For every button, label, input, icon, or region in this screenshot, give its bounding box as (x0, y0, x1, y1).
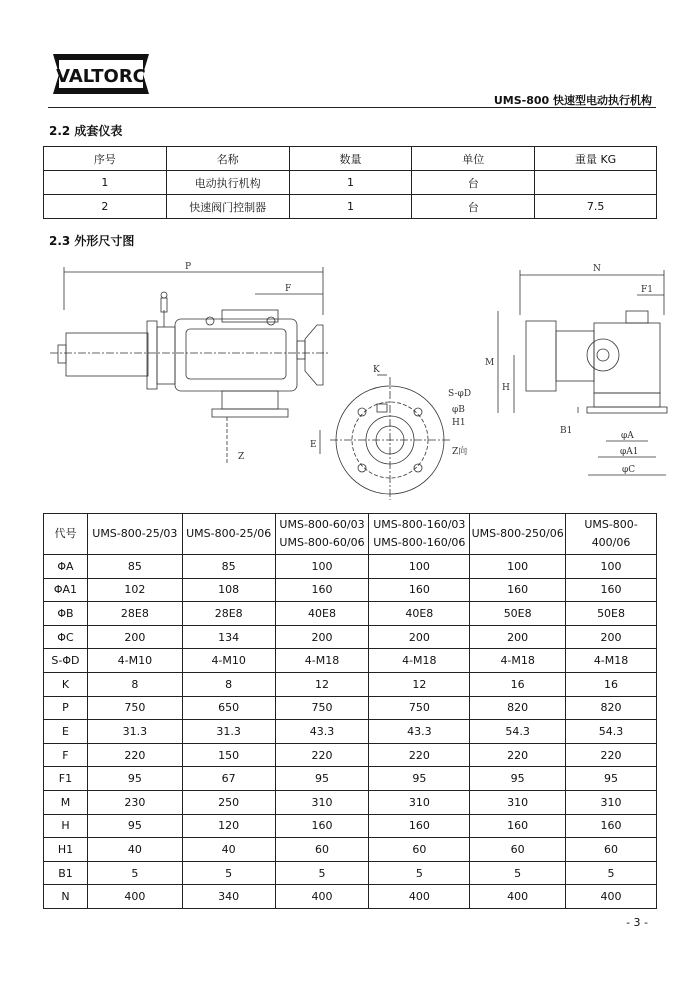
column-header: 代号 (44, 514, 88, 555)
table-cell: 200 (566, 625, 657, 649)
table-cell: 31.3 (87, 720, 182, 744)
table-row (44, 195, 657, 219)
table-cell: 120 (182, 814, 275, 838)
table-cell: 85 (87, 555, 182, 579)
dimension-table (43, 513, 657, 909)
table-cell: 820 (566, 696, 657, 720)
table-cell: 43.3 (275, 720, 369, 744)
table-row (44, 743, 657, 767)
table-cell: 400 (369, 885, 470, 909)
table-cell: 220 (87, 743, 182, 767)
table-cell: 200 (470, 625, 566, 649)
table-cell: 220 (470, 743, 566, 767)
dim-label-z-mid: Z向 (452, 447, 468, 457)
table-cell: 16 (470, 672, 566, 696)
table-row (44, 171, 657, 195)
row-code-cell: ΦC (44, 625, 88, 649)
table-cell: 28E8 (182, 602, 275, 626)
instrument-set-table (43, 146, 657, 219)
table-row (44, 790, 657, 814)
table-cell: 340 (182, 885, 275, 909)
column-header: UMS-800-400/06 (566, 514, 657, 555)
table-cell: 160 (566, 578, 657, 602)
row-code-cell: F (44, 743, 88, 767)
table-cell: 150 (182, 743, 275, 767)
table-cell: 160 (470, 814, 566, 838)
dim-label-h1-mid: H1 (452, 418, 466, 428)
row-code-cell: S-ΦD (44, 649, 88, 673)
table-cell: 820 (470, 696, 566, 720)
table-cell: 400 (275, 885, 369, 909)
table-cell: 310 (566, 790, 657, 814)
column-header: UMS-800-160/03 UMS-800-160/06 (369, 514, 470, 555)
table-cell: 650 (182, 696, 275, 720)
table-cell: 电动执行机构 (166, 171, 289, 195)
table-cell: 50E8 (470, 602, 566, 626)
dim-label-f1: F1 (641, 285, 653, 295)
table-cell: 4-M18 (275, 649, 369, 673)
dimension-drawing (40, 255, 670, 505)
table-cell: 28E8 (87, 602, 182, 626)
table-cell: 40 (87, 838, 182, 862)
row-code-cell: N (44, 885, 88, 909)
table-cell: 95 (87, 814, 182, 838)
table-cell: 220 (369, 743, 470, 767)
dim-label-k: K (373, 365, 380, 375)
table-cell: 200 (275, 625, 369, 649)
table-cell: 200 (369, 625, 470, 649)
table-cell: 40E8 (275, 602, 369, 626)
table-cell: 250 (182, 790, 275, 814)
logo-text: VALTORC (56, 66, 146, 87)
table-cell: 2 (44, 195, 167, 219)
table-cell: 快速阀门控制器 (166, 195, 289, 219)
valtorc-logo (51, 50, 151, 98)
table-row (44, 767, 657, 791)
row-code-cell: P (44, 696, 88, 720)
table-cell: 1 (44, 171, 167, 195)
row-code-cell: ΦA1 (44, 578, 88, 602)
table-cell: 1 (289, 195, 412, 219)
table-cell: 200 (87, 625, 182, 649)
table-cell: 60 (275, 838, 369, 862)
table-cell: 220 (275, 743, 369, 767)
table-cell: 4-M18 (369, 649, 470, 673)
table-cell: 4-M10 (182, 649, 275, 673)
table-cell: 12 (275, 672, 369, 696)
table-cell: 100 (470, 555, 566, 579)
table-row (44, 625, 657, 649)
column-header: 序号 (44, 147, 167, 171)
table-cell (535, 171, 657, 195)
table-cell: 750 (369, 696, 470, 720)
table-cell: 60 (470, 838, 566, 862)
row-code-cell: F1 (44, 767, 88, 791)
dim-label-n: N (593, 264, 601, 274)
end-view (485, 264, 667, 475)
table-cell: 310 (470, 790, 566, 814)
table-cell: 12 (369, 672, 470, 696)
table-cell: 60 (566, 838, 657, 862)
column-header: 重量 KG (535, 147, 657, 171)
table-cell: 102 (87, 578, 182, 602)
column-header: 数量 (289, 147, 412, 171)
table-cell: 54.3 (470, 720, 566, 744)
dim-label-m: M (485, 358, 495, 368)
table-cell: 16 (566, 672, 657, 696)
table-cell: 160 (470, 578, 566, 602)
table-cell: 43.3 (369, 720, 470, 744)
column-header: UMS-800-25/06 (182, 514, 275, 555)
table-cell: 100 (369, 555, 470, 579)
table-cell: 1 (289, 171, 412, 195)
table-cell: 40E8 (369, 602, 470, 626)
table-cell: 7.5 (535, 195, 657, 219)
table-cell: 400 (87, 885, 182, 909)
section-22-title: 2.2 成套仪表 (49, 124, 123, 138)
dim-label-h: H (502, 383, 510, 393)
table-cell: 5 (470, 861, 566, 885)
table-cell: 400 (566, 885, 657, 909)
dim-label-s-d: S-φD (448, 389, 472, 399)
table-cell: 5 (87, 861, 182, 885)
dim-label-b1: B1 (560, 426, 573, 436)
table-cell: 4-M18 (470, 649, 566, 673)
table-cell: 750 (275, 696, 369, 720)
table-cell: 108 (182, 578, 275, 602)
table-cell: 5 (182, 861, 275, 885)
table-cell: 310 (275, 790, 369, 814)
table-cell: 160 (369, 578, 470, 602)
row-code-cell: M (44, 790, 88, 814)
column-header: 名称 (166, 147, 289, 171)
table-cell: 230 (87, 790, 182, 814)
table-row (44, 720, 657, 744)
table-cell: 台 (412, 195, 535, 219)
table-cell: 750 (87, 696, 182, 720)
dim-label-b: φB (452, 405, 465, 415)
column-header: 单位 (412, 147, 535, 171)
dim-label-f: F (285, 284, 292, 294)
table-header-row (44, 147, 657, 171)
table-cell: 5 (275, 861, 369, 885)
table-row (44, 649, 657, 673)
table-cell: 台 (412, 171, 535, 195)
table-cell: 95 (369, 767, 470, 791)
table-cell: 4-M18 (566, 649, 657, 673)
table-cell: 400 (470, 885, 566, 909)
table-cell: 95 (470, 767, 566, 791)
table-cell: 95 (87, 767, 182, 791)
doc-title: UMS-800 快速型电动执行机构 (493, 94, 652, 107)
table-cell: 310 (369, 790, 470, 814)
table-cell: 160 (566, 814, 657, 838)
table-row (44, 578, 657, 602)
table-cell: 50E8 (566, 602, 657, 626)
table-cell: 40 (182, 838, 275, 862)
dimension-table-body (44, 555, 657, 909)
row-code-cell: ΦB (44, 602, 88, 626)
row-code-cell: K (44, 672, 88, 696)
table-cell: 31.3 (182, 720, 275, 744)
table-row (44, 696, 657, 720)
table-cell: 5 (566, 861, 657, 885)
table-cell: 95 (275, 767, 369, 791)
dim-label-c: φC (622, 465, 636, 475)
table-cell: 160 (275, 578, 369, 602)
header-rule (48, 107, 656, 108)
row-code-cell: H1 (44, 838, 88, 862)
side-view (50, 262, 330, 465)
table-cell: 100 (275, 555, 369, 579)
table-row (44, 885, 657, 909)
table-cell: 220 (566, 743, 657, 767)
dim-label-e: E (310, 440, 317, 450)
dim-label-a: φA (621, 431, 634, 441)
table-cell: 60 (369, 838, 470, 862)
row-code-cell: ΦA (44, 555, 88, 579)
table-row (44, 555, 657, 579)
table-cell: 5 (369, 861, 470, 885)
table-cell: 95 (566, 767, 657, 791)
dim-label-a1: φA1 (620, 447, 639, 457)
row-code-cell: B1 (44, 861, 88, 885)
column-header: UMS-800-250/06 (470, 514, 566, 555)
table-cell: 100 (566, 555, 657, 579)
table-cell: 160 (275, 814, 369, 838)
table-cell: 67 (182, 767, 275, 791)
table-row (44, 861, 657, 885)
column-header: UMS-800-60/03 UMS-800-60/06 (275, 514, 369, 555)
table-cell: 4-M10 (87, 649, 182, 673)
table-cell: 8 (87, 672, 182, 696)
table-cell: 134 (182, 625, 275, 649)
table-row (44, 814, 657, 838)
table-cell: 85 (182, 555, 275, 579)
row-code-cell: E (44, 720, 88, 744)
column-header: UMS-800-25/03 (87, 514, 182, 555)
table-row (44, 672, 657, 696)
table-cell: 54.3 (566, 720, 657, 744)
table-cell: 8 (182, 672, 275, 696)
table-row (44, 602, 657, 626)
dim-label-p: P (185, 262, 192, 272)
dim-label-z-left: Z (238, 452, 245, 462)
row-code-cell: H (44, 814, 88, 838)
page-number: - 3 - (626, 916, 648, 929)
table-cell: 160 (369, 814, 470, 838)
table-row (44, 838, 657, 862)
table-header-row (44, 514, 657, 555)
section-23-title: 2.3 外形尺寸图 (49, 234, 135, 248)
bottom-view (310, 365, 471, 500)
